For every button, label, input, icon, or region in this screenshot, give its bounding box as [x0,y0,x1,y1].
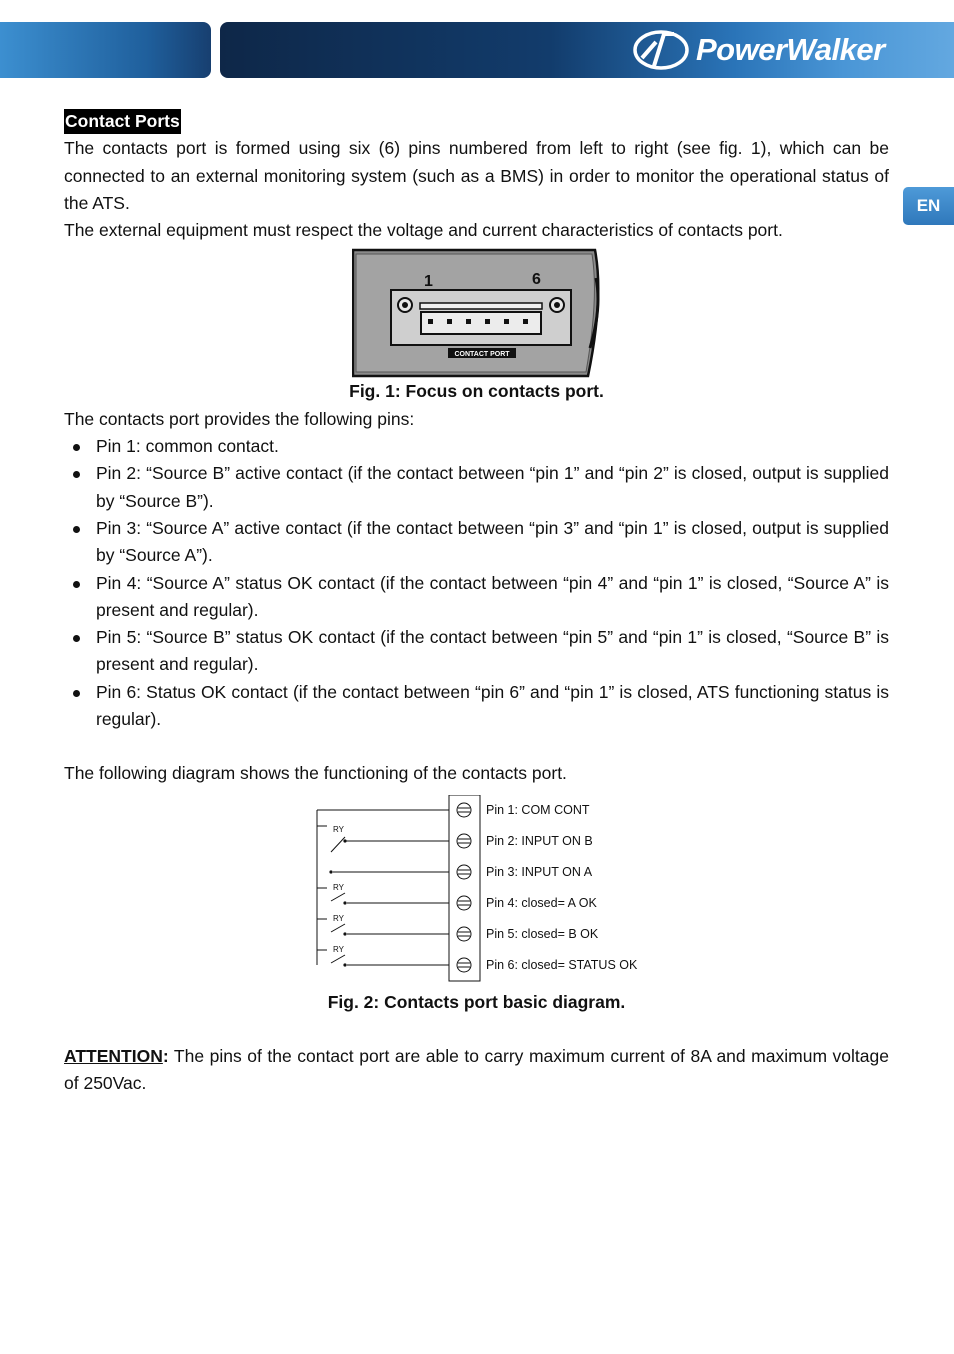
page-header [0,22,954,78]
pin-label: Pin 4: closed= A OK [486,895,597,910]
logo-mark-icon [632,28,690,72]
relay-label: RY [333,824,344,834]
list-item: Pin 2: “Source B” active contact (if the contact between “pin 1” and “pin 2” is closed, output is supplied by “Source B”). [64,460,889,515]
attention-label: ATTENTION [64,1045,163,1066]
pin-list [64,433,889,733]
relay-label: RY [333,882,344,892]
attention-paragraph: ATTENTION: The pins of the contact port are able to carry maximum current of 8A and maximum voltage of 250Vac. [64,1045,889,1094]
list-item: Pin 1: common contact. [64,433,889,460]
language-tab-en[interactable]: EN [903,187,954,225]
attention-text: The pins of the contact port are able to carry maximum current of 8A and maximum voltage of 250Vac. [64,1045,889,1094]
pin-label: Pin 1: COM CONT [486,802,590,817]
list-item: Pin 5: “Source B” status OK contact (if the contact between “pin 5” and “pin 1” is closed, “Source B” is present and regular). [64,624,889,679]
screw-terminal-icon [457,896,471,910]
pin-number-6: 6 [531,271,541,289]
screw-terminal-icon [457,803,471,817]
screw-terminal-icon [457,865,471,879]
pin-number-1: 1 [423,273,433,291]
header-accent-bar [0,22,211,78]
port-label-text: CONTACT PORT [453,351,510,359]
contacts-diagram [314,795,654,985]
logo-text: PowerWalker [696,32,885,67]
connector-latch [420,303,542,309]
fig1-caption: Fig. 1: Focus on contacts port. [349,381,604,402]
relay-label: RY [333,913,344,923]
page-content [64,108,889,1098]
pin-label: Pin 3: INPUT ON A [486,864,593,879]
pin-label: Pin 6: closed= STATUS OK [486,957,638,972]
list-item: Pin 6: Status OK contact (if the contact between “pin 6” and “pin 1” is closed, ATS functioning status is regular). [64,679,889,734]
terminal-block [449,795,480,981]
intro-paragraph: The contacts port is formed using six (6) pins numbered from left to right (see fig. 1), which can be connected to an external monitoring system (such as a BMS) in order to monitor the operational status of the ATS. [64,138,889,213]
list-item: Pin 4: “Source A” status OK contact (if the contact between “pin 4” and “pin 1” is closed, “Source A” is present and regular). [64,570,889,625]
requirement-paragraph: The external equipment must respect the voltage and current characteristics of contacts port. [64,220,783,241]
screw-terminal-icon [457,927,471,941]
relay-label: RY [333,944,344,954]
screw-terminal-icon [457,834,471,848]
fig2-caption: Fig. 2: Contacts port basic diagram. [327,991,626,1012]
pin-label: Pin 2: INPUT ON B [486,833,593,848]
screw-terminal-icon [457,958,471,972]
diagram-intro: The following diagram shows the functioning of the contacts port. [64,763,567,784]
pins-intro: The contacts port provides the following pins: [64,408,415,429]
pin-labels [486,803,638,972]
powerwalker-logo [632,28,885,72]
pin-label: Pin 5: closed= B OK [486,926,599,941]
section-title: Contact Ports [64,109,181,134]
list-item: Pin 3: “Source A” active contact (if the contact between “pin 3” and “pin 1” is closed, output is supplied by “Source A”). [64,515,889,570]
contact-port-figure [352,248,602,378]
